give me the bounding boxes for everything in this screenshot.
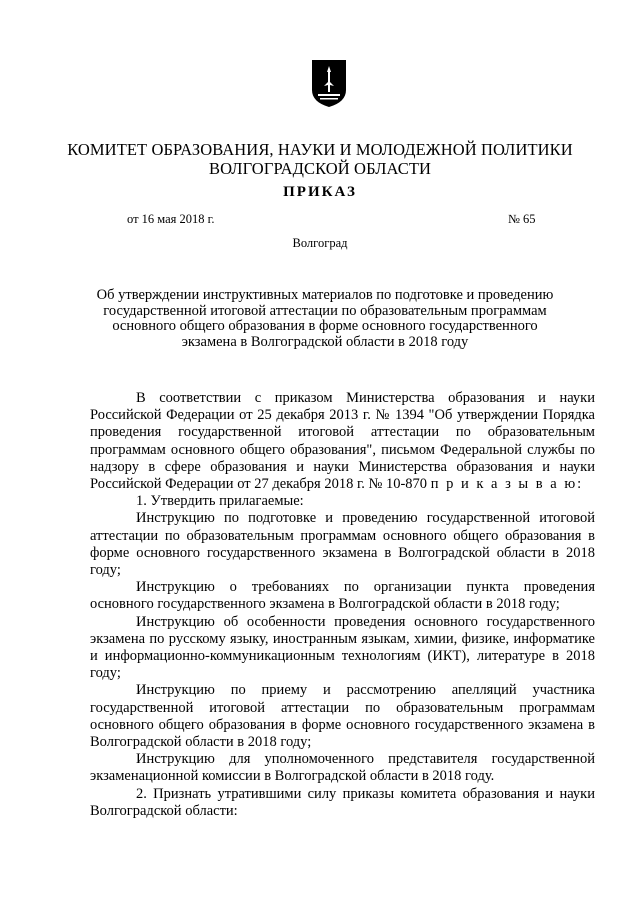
document-body [90,390,595,820]
instruction-5: Инструкцию для уполномоченного представителя государственной экзаменационной комиссии в Волгоградской области в 2018 году. [90,751,595,785]
document-city: Волгоград [292,236,348,250]
document-number: № 65 [508,212,536,226]
instruction-4: Инструкцию по приему и рассмотрению апелляций участника государственной итоговой аттестации по образовательным программам основного общего образования в форме основного государственного экзамена в Волгоградской области в 2018 году; [90,682,595,751]
organization-name-line1: КОМИТЕТ ОБРАЗОВАНИЯ, НАУКИ И МОЛОДЕЖНОЙ ПОЛИТИКИ [67,140,573,159]
body-intro-paragraph [90,390,595,493]
body-intro: В соответствии с приказом Министерства образования и науки Российской Федерации от 25 декабря 2013 г. № 1394 "Об утверждении Порядка проведения государственной итоговой аттестации по образовательным программам основного общего образования", письмом Федеральной службы по надзору в сфере образования и науки Министерства образования и науки Российской Федерации от 27 декабря 2018 г. № 10-870 [90,390,595,493]
document-type: ПРИКАЗ [283,184,357,200]
decree-word: п р и к а з ы в а ю: [430,476,584,493]
organization-name [0,140,640,178]
coat-of-arms-emblem [310,58,348,108]
instruction-2: Инструкцию о требованиях по организации пункта проведения основного государственного экзамена в Волгоградской области в 2018 году; [90,579,595,613]
instruction-3: Инструкцию об особенности проведения основного государственного экзамена по русскому языку, иностранным языкам, химии, физике, информатике и информационно-коммуникационным технологиям (ИКТ), литературе в 2018 году; [90,613,595,682]
body-item-2: 2. Признать утратившими силу приказы комитета образования и науки Волгоградской области: [90,785,595,819]
document-subject: Об утверждении инструктивных материалов по подготовке и проведению государственной итоговой аттестации по образовательным программам основного общего образования в форме основного государственного экзамена в Волгоградской области в 2018 году [96,287,554,350]
organization-name-line2: ВОЛГОГРАДСКОЙ ОБЛАСТИ [208,159,432,178]
body-item-1: 1. Утвердить прилагаемые: [136,493,304,510]
instruction-1: Инструкцию по подготовке и проведению государственной итоговой аттестации по образовательным программам основного общего образования в форме основного государственного экзамена в Волгоградской области в 2018 году; [90,510,595,579]
document-date: от 16 мая 2018 г. [127,212,215,226]
